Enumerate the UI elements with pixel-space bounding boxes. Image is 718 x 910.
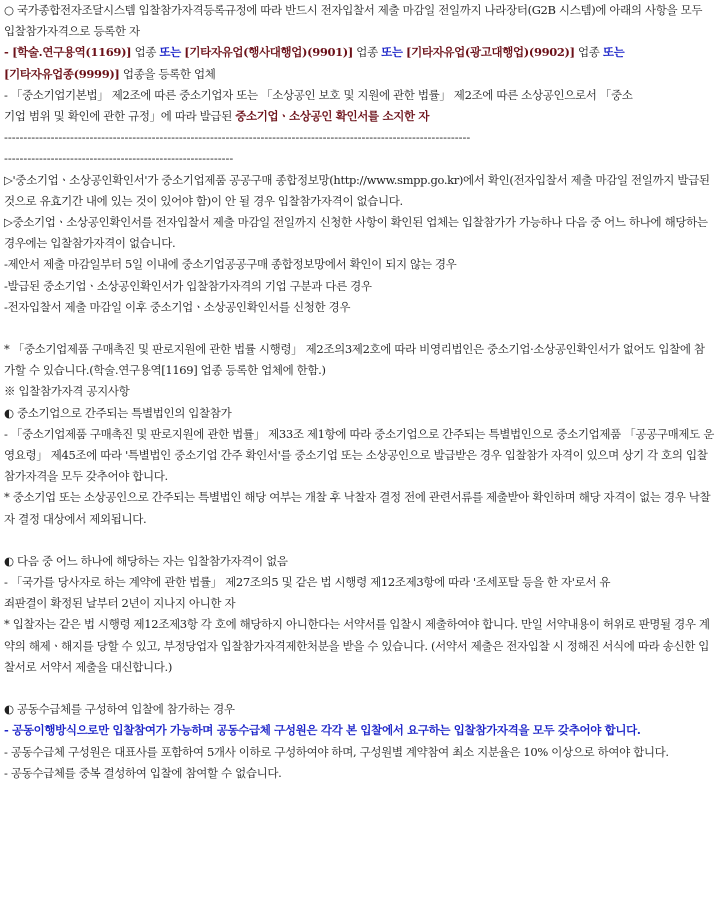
industry-code-9999: [기타자유업종(9999)] — [4, 66, 120, 81]
industry-code-9902: [기타자유업(광고대행업)(9902)] — [405, 45, 575, 60]
g2b-registration-paragraph: ○ 국가종합전자조달시스템 입찰참가자격등록규정에 따라 반드시 전자입찰서 제출 마감일 전일까지 나라장터(G2B 시스템)에 아래의 사항을 모두 입찰참가자격으로 등록한 자 — [4, 3, 703, 39]
exclusion-item: -전자입찰서 제출 마감일 이후 중소기업ㆍ소상공인확인서를 신청한 경우 — [4, 299, 351, 314]
sme-certificate-text: 기업 범위 및 확인에 관한 규정」에 따라 발급된 — [4, 109, 236, 124]
industry-code-9901: [기타자유업(행사대행업)(9901)] — [184, 45, 353, 60]
dash-prefix: - — [4, 45, 13, 60]
nonprofit-note: * 「중소기업제품 구매촉진 및 판로지원에 관한 법률 시행령」 제2조의3제2호에 따라 비영리법인은 중소기업·소상공인확인서가 없어도 입찰에 참가할 수 있습니다.(학술.연구용역[1169] 업종 등록한 업체에 한함.) — [4, 342, 705, 378]
certificate-check-note: ▷'중소기업ㆍ소상공인확인서'가 중소기업제품 공공구매 종합정보망(http://www.smpp.go.kr)에서 확인(전자입찰서 제출 마감일 전일까지 발급된 것으로 유효기간 내에 있는 것이 있어야 함)이 안 될 경우 입찰참가자격이 없습니다. — [4, 172, 710, 208]
industry-text: 업종 — [353, 45, 382, 60]
joint-venture-heading: ◐ 공동수급체를 구성하여 입찰에 참가하는 경우 — [4, 702, 235, 717]
certificate-application-note: ▷중소기업ㆍ소상공인확인서를 전자입찰서 제출 마감일 전일까지 신청한 사항이 확인된 업체는 입찰참가가 가능하나 다음 중 어느 하나에 해당하는 경우에는 입찰참가자격이 없습니다. — [4, 215, 708, 251]
divider-line: ----------------------------------------------------------- — [4, 151, 234, 166]
industry-code-1169: [학술.연구용역(1169)] — [12, 45, 132, 60]
ineligible-heading: ◐ 다음 중 어느 하나에 해당하는 자는 입찰참가자격이 없음 — [4, 553, 288, 568]
or-keyword: 또는 — [602, 45, 625, 60]
joint-venture-composition: - 공동수급체 구성원은 대표사를 포함하여 5개사 이하로 구성하여야 하며, 구성원별 계약참여 최소 지분율은 10% 이상으로 하여야 합니다. — [4, 744, 669, 759]
joint-venture-duplicate-rule: - 공동수급체를 중복 결성하여 입찰에 참여할 수 없습니다. — [4, 765, 282, 780]
joint-venture-requirement — [4, 720, 714, 741]
industry-codes-line — [4, 42, 714, 63]
joint-venture-emphasis: 공동이행방식으로만 입찰참여가 가능하며 공동수급체 구성원은 각각 본 입찰에서 요구하는 입찰참가자격을 모두 갖추어야 합니다. — [12, 723, 641, 738]
eligibility-notice-heading: ※ 입찰참가자격 공지사항 — [4, 384, 130, 399]
sme-certificate-line — [4, 106, 714, 127]
or-keyword: 또는 — [159, 45, 181, 60]
industry-text: 업종을 등록한 업체 — [119, 66, 216, 81]
sme-definition-line: - 「중소기업기본법」 제2조에 따른 중소기업자 또는 「소상공인 보호 및 지원에 관한 법률」 제2조에 따른 소상공인으로서 「중소 — [4, 87, 633, 102]
sme-certificate-emphasis: 중소기업ㆍ소상공인 확인서를 소지한 자 — [235, 109, 430, 124]
special-corporation-heading: ◐ 중소기업으로 간주되는 특별법인의 입찰참가 — [4, 405, 232, 420]
tax-evasion-clause: - 「국가를 당사자로 하는 계약에 관한 법률」 제27조의5 및 같은 법 시행령 제12조제3항에 따라 '조세포탈 등을 한 자'로서 유 — [4, 575, 611, 590]
or-keyword: 또는 — [381, 45, 403, 60]
exclusion-item: -발급된 중소기업ㆍ소상공인확인서가 입찰참가자격의 기업 구분과 다른 경우 — [4, 278, 372, 293]
divider-line: ------------------------------------------------------------------------------------------------------------------------ — [4, 130, 471, 145]
special-corporation-paragraph: - 「중소기업제품 구매촉진 및 판로지원에 관한 법률」 제33조 제1항에 따라 중소기업으로 간주되는 특별법인으로 중소기업제품 「공공구매제도 운영요령」 제45조에 따라 '특별법인 중소기업 간주 확인서'를 중소기업 또는 소상공인으로 발급받은 경우 입찰참가 자격이 있으며 상기 각 호의 입찰참가자격을 모두 갖추어야 합니다. — [4, 426, 714, 484]
exclusion-item: -제안서 제출 마감일부터 5일 이내에 중소기업공공구매 종합정보망에서 확인이 되지 않는 경우 — [4, 257, 457, 272]
dash-prefix: - — [4, 723, 13, 738]
industry-text: 업종 — [574, 45, 603, 60]
industry-text: 업종 — [131, 45, 160, 60]
special-corporation-note: * 중소기업 또는 소상공인으로 간주되는 특별법인 해당 여부는 개찰 후 낙찰자 결정 전에 관련서류를 제출받아 확인하며 해당 자격이 없는 경우 낙찰자 결정 대상에서 제외됩니다. — [4, 490, 711, 526]
industry-9999-line — [4, 64, 714, 85]
pledge-note: * 입찰자는 같은 법 시행령 제12조제3항 각 호에 해당하지 아니한다는 서약서를 입찰시 제출하여야 합니다. 만일 서약내용이 허위로 판명될 경우 계약의 해제ㆍ해지를 당할 수 있고, 부정당업자 입찰참가자격제한처분을 받을 수 있습니다. (서약서 제출은 전자입찰 시 정해진 서식에 따라 송신한 입찰서로 서약서 제출을 대신합니다.) — [4, 617, 710, 674]
tax-evasion-clause-continued: 죄판결이 확정된 날부터 2년이 지나지 아니한 자 — [4, 596, 236, 611]
